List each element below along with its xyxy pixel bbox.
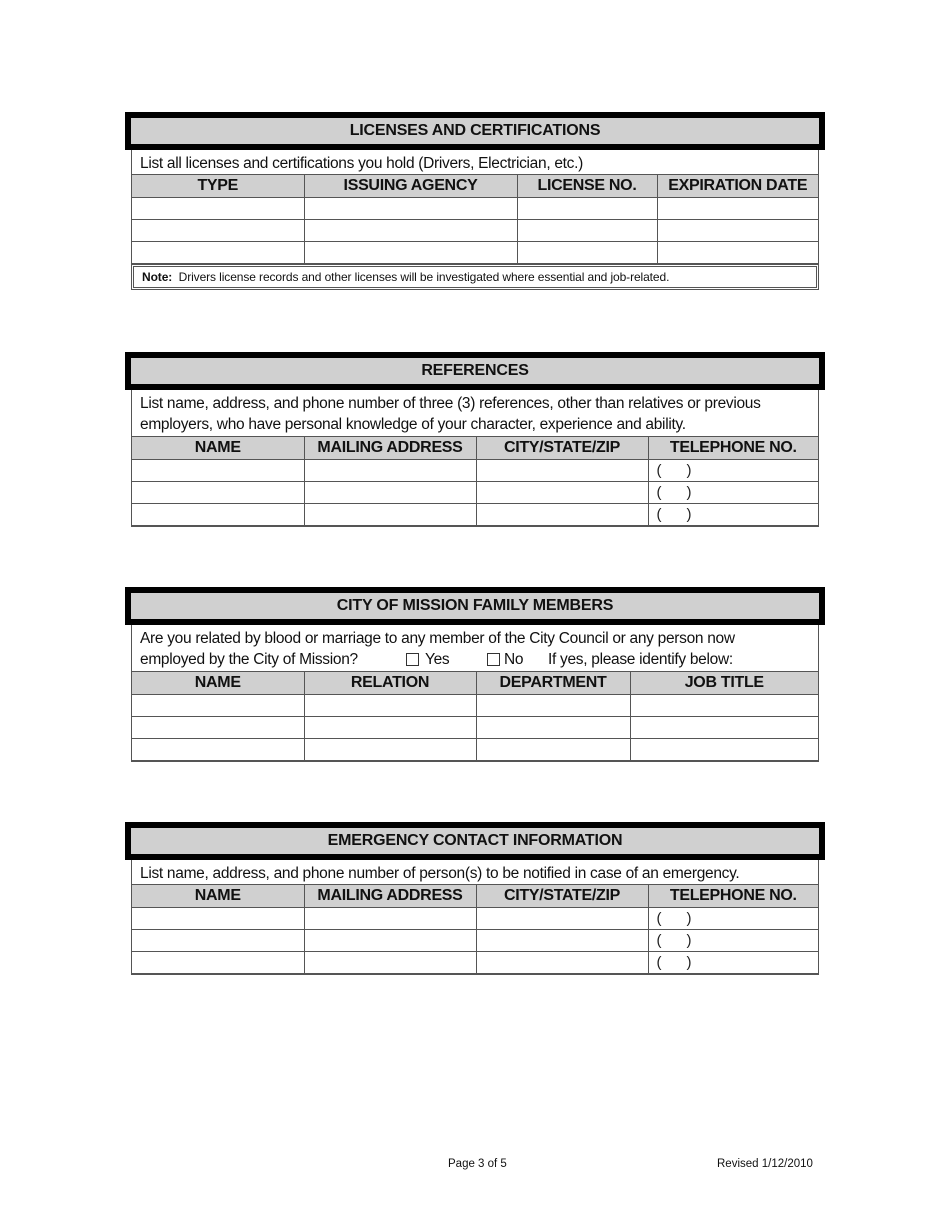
column-header: MAILING ADDRESS bbox=[304, 437, 476, 460]
relation-cell[interactable] bbox=[304, 717, 476, 739]
city-state-zip-cell[interactable] bbox=[476, 908, 648, 930]
family-question-line2 bbox=[140, 649, 810, 670]
license-no-cell[interactable] bbox=[517, 220, 657, 242]
name-cell[interactable] bbox=[132, 930, 304, 952]
licenses-table bbox=[132, 174, 818, 264]
references-section bbox=[125, 352, 825, 527]
expiration-date-cell[interactable] bbox=[657, 198, 818, 220]
telephone-cell[interactable] bbox=[648, 482, 818, 504]
page-number: Page 3 of 5 bbox=[448, 1158, 507, 1170]
area-code-parens: ( ) bbox=[656, 484, 692, 501]
emergency-intro: List name, address, and phone number of person(s) to be notified in case of an emergency. bbox=[140, 865, 740, 882]
job-title-cell[interactable] bbox=[630, 739, 818, 761]
table-header-row bbox=[132, 175, 818, 198]
note-label: Note: bbox=[142, 270, 173, 284]
name-cell[interactable] bbox=[132, 504, 304, 526]
expiration-date-cell[interactable] bbox=[657, 242, 818, 264]
mailing-address-cell[interactable] bbox=[304, 504, 476, 526]
issuing-agency-cell[interactable] bbox=[304, 242, 517, 264]
mailing-address-cell[interactable] bbox=[304, 930, 476, 952]
yes-label: Yes bbox=[425, 651, 450, 668]
licenses-title: LICENSES AND CERTIFICATIONS bbox=[125, 112, 825, 150]
column-header: NAME bbox=[132, 885, 304, 908]
family-question-line1: Are you related by blood or marriage to any member of the City Council or any person now bbox=[140, 630, 735, 647]
telephone-cell[interactable] bbox=[648, 908, 818, 930]
name-cell[interactable] bbox=[132, 739, 304, 761]
city-state-zip-cell[interactable] bbox=[476, 930, 648, 952]
yes-checkbox[interactable] bbox=[406, 653, 419, 666]
table-row bbox=[132, 504, 818, 526]
type-cell[interactable] bbox=[132, 220, 304, 242]
emergency-table bbox=[132, 884, 818, 974]
department-cell[interactable] bbox=[476, 695, 630, 717]
if-yes-text: If yes, please identify below: bbox=[548, 651, 733, 668]
mailing-address-cell[interactable] bbox=[304, 908, 476, 930]
revision-date: Revised 1/12/2010 bbox=[717, 1158, 813, 1170]
table-header-row bbox=[132, 885, 818, 908]
table-row bbox=[132, 198, 818, 220]
column-header: ISSUING AGENCY bbox=[304, 175, 517, 198]
department-cell[interactable] bbox=[476, 717, 630, 739]
name-cell[interactable] bbox=[132, 952, 304, 974]
table-row bbox=[132, 220, 818, 242]
city-state-zip-cell[interactable] bbox=[476, 952, 648, 974]
telephone-cell[interactable] bbox=[648, 460, 818, 482]
area-code-parens: ( ) bbox=[656, 462, 692, 479]
name-cell[interactable] bbox=[132, 460, 304, 482]
references-table bbox=[132, 436, 818, 526]
references-title: REFERENCES bbox=[125, 352, 825, 390]
table-row bbox=[132, 717, 818, 739]
relation-cell[interactable] bbox=[304, 739, 476, 761]
expiration-date-cell[interactable] bbox=[657, 220, 818, 242]
issuing-agency-cell[interactable] bbox=[304, 198, 517, 220]
license-no-cell[interactable] bbox=[517, 242, 657, 264]
type-cell[interactable] bbox=[132, 198, 304, 220]
name-cell[interactable] bbox=[132, 482, 304, 504]
city-state-zip-cell[interactable] bbox=[476, 482, 648, 504]
job-title-cell[interactable] bbox=[630, 695, 818, 717]
no-label: No bbox=[504, 651, 524, 668]
table-row bbox=[132, 739, 818, 761]
mailing-address-cell[interactable] bbox=[304, 482, 476, 504]
column-header: CITY/STATE/ZIP bbox=[476, 437, 648, 460]
name-cell[interactable] bbox=[132, 717, 304, 739]
licenses-note bbox=[131, 264, 819, 290]
name-cell[interactable] bbox=[132, 908, 304, 930]
column-header: DEPARTMENT bbox=[476, 672, 630, 695]
license-no-cell[interactable] bbox=[517, 198, 657, 220]
telephone-cell[interactable] bbox=[648, 504, 818, 526]
table-row bbox=[132, 242, 818, 264]
area-code-parens: ( ) bbox=[656, 506, 692, 523]
family-intro bbox=[132, 625, 818, 671]
relation-cell[interactable] bbox=[304, 695, 476, 717]
licenses-intro: List all licenses and certifications you hold (Drivers, Electrician, etc.) bbox=[140, 155, 583, 172]
column-header: TELEPHONE NO. bbox=[648, 437, 818, 460]
telephone-cell[interactable] bbox=[648, 930, 818, 952]
references-intro: List name, address, and phone number of three (3) references, other than relatives or previous employers, who have personal knowledge of your character, experience and ability. bbox=[140, 395, 761, 433]
mailing-address-cell[interactable] bbox=[304, 952, 476, 974]
table-row bbox=[132, 930, 818, 952]
issuing-agency-cell[interactable] bbox=[304, 220, 517, 242]
column-header: NAME bbox=[132, 672, 304, 695]
table-row bbox=[132, 908, 818, 930]
column-header: NAME bbox=[132, 437, 304, 460]
column-header: LICENSE NO. bbox=[517, 175, 657, 198]
department-cell[interactable] bbox=[476, 739, 630, 761]
column-header: TELEPHONE NO. bbox=[648, 885, 818, 908]
column-header: JOB TITLE bbox=[630, 672, 818, 695]
column-header: MAILING ADDRESS bbox=[304, 885, 476, 908]
no-checkbox[interactable] bbox=[487, 653, 500, 666]
emergency-section bbox=[125, 822, 825, 975]
family-title: CITY OF MISSION FAMILY MEMBERS bbox=[125, 587, 825, 625]
city-state-zip-cell[interactable] bbox=[476, 460, 648, 482]
column-header: TYPE bbox=[132, 175, 304, 198]
column-header: EXPIRATION DATE bbox=[657, 175, 818, 198]
area-code-parens: ( ) bbox=[656, 932, 692, 949]
emergency-title: EMERGENCY CONTACT INFORMATION bbox=[125, 822, 825, 860]
family-table bbox=[132, 671, 818, 761]
telephone-cell[interactable] bbox=[648, 952, 818, 974]
column-header: RELATION bbox=[304, 672, 476, 695]
job-title-cell[interactable] bbox=[630, 717, 818, 739]
table-header-row bbox=[132, 672, 818, 695]
note-text: Drivers license records and other licenses will be investigated where essential and job-related. bbox=[178, 270, 670, 284]
table-row bbox=[132, 695, 818, 717]
type-cell[interactable] bbox=[132, 242, 304, 264]
family-question-text: employed by the City of Mission? bbox=[140, 651, 358, 668]
licenses-section bbox=[125, 112, 825, 290]
family-section bbox=[125, 587, 825, 762]
area-code-parens: ( ) bbox=[656, 910, 692, 927]
table-row bbox=[132, 460, 818, 482]
name-cell[interactable] bbox=[132, 695, 304, 717]
table-row bbox=[132, 482, 818, 504]
area-code-parens: ( ) bbox=[656, 954, 692, 971]
table-header-row bbox=[132, 437, 818, 460]
mailing-address-cell[interactable] bbox=[304, 460, 476, 482]
column-header: CITY/STATE/ZIP bbox=[476, 885, 648, 908]
table-row bbox=[132, 952, 818, 974]
city-state-zip-cell[interactable] bbox=[476, 504, 648, 526]
